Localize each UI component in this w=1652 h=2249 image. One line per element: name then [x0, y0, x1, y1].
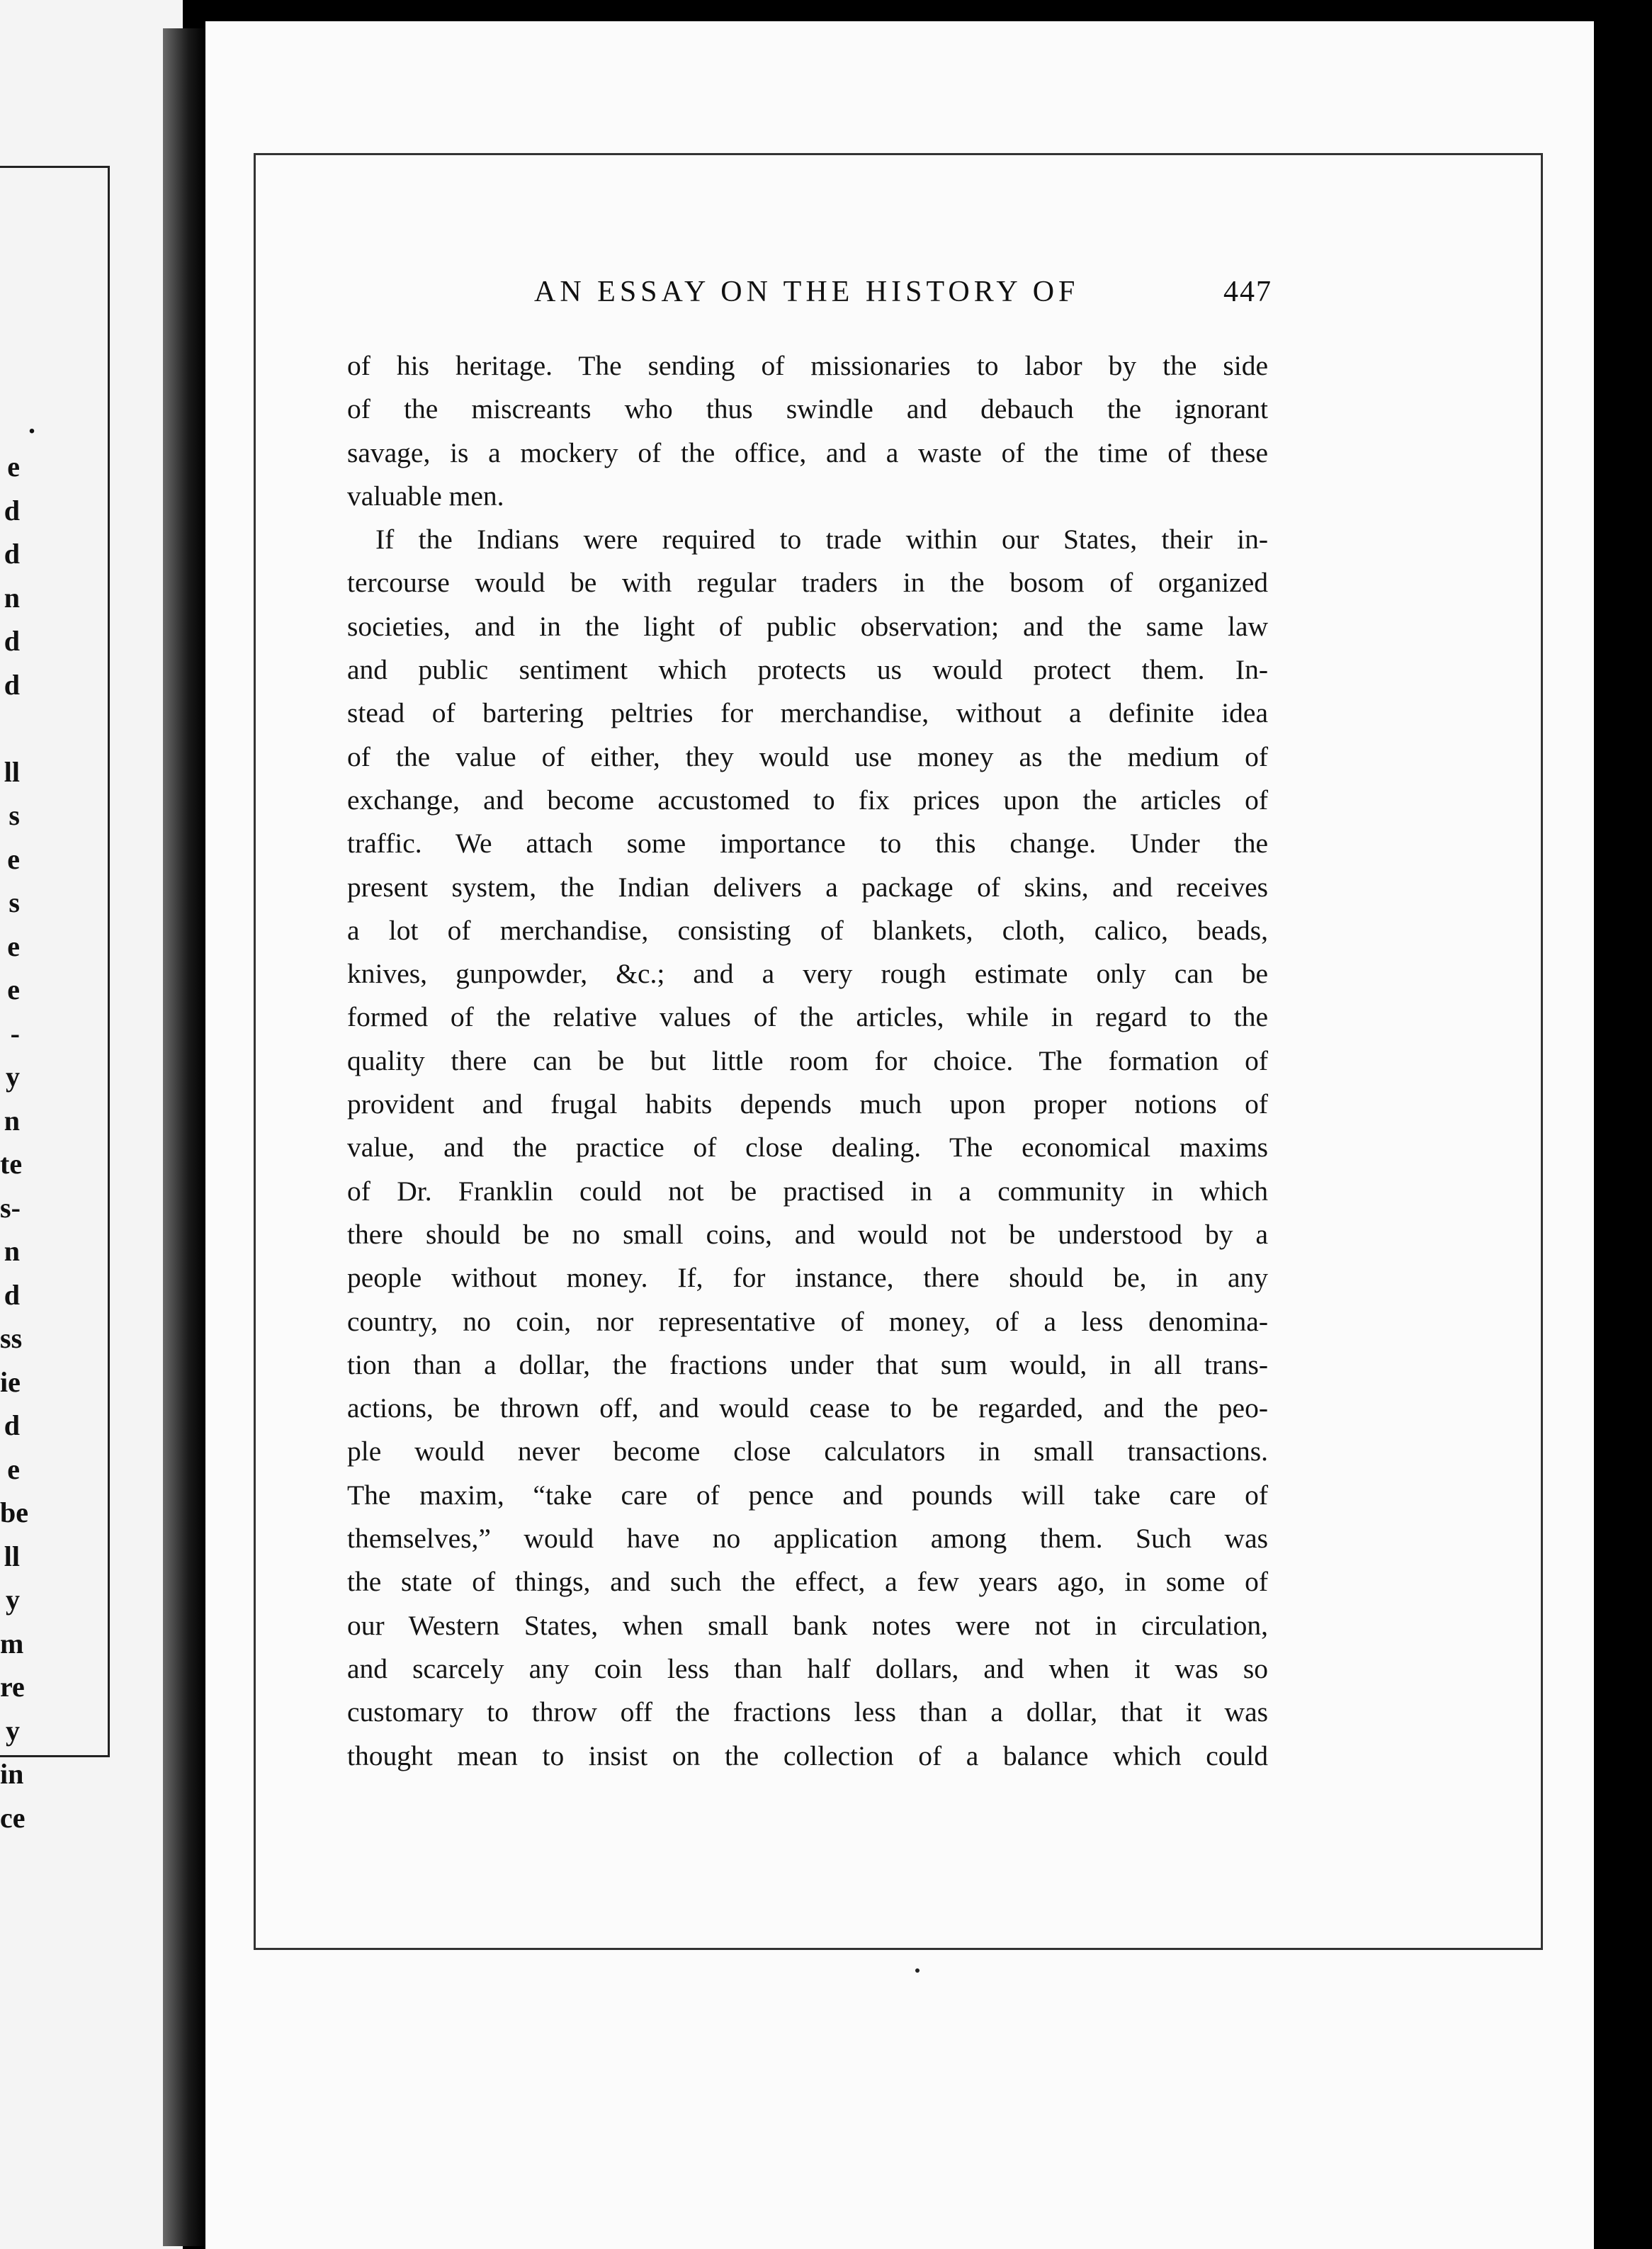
text-line: ple would never become close calculators in small transactions.	[347, 1436, 1268, 1467]
edge-fragment: -	[10, 1017, 20, 1049]
text-line: knives, gunpowder, &c.; and a very rough estimate only can be	[347, 958, 1268, 990]
edge-fragment: re	[0, 1671, 25, 1703]
edge-fragment: s	[9, 799, 20, 831]
text-line: provident and frugal habits depends much upon proper notions of	[347, 1088, 1268, 1120]
edge-fragment: ce	[0, 1801, 26, 1834]
text-line: formed of the relative values of the articles, while in regard to the	[347, 1001, 1268, 1033]
edge-fragment: .	[28, 407, 35, 439]
edge-fragment: e	[7, 974, 20, 1005]
text-line: of the miscreants who thus swindle and debauch the ignorant	[347, 393, 1268, 425]
text-line: of his heritage. The sending of missionaries to labor by the side	[347, 350, 1268, 381]
text-line: tion than a dollar, the fractions under that sum would, in all trans-	[347, 1348, 1268, 1380]
text-line: thought mean to insist on the collection of a balance which could	[347, 1740, 1268, 1771]
edge-fragment: e	[7, 451, 20, 483]
edge-fragment: d	[4, 668, 20, 701]
text-line: and public sentiment which protects us would protect them. In-	[347, 654, 1268, 686]
edge-fragment: ie	[0, 1365, 21, 1398]
text-line: valuable men.	[347, 480, 504, 512]
edge-fragment: ss	[0, 1322, 23, 1354]
edge-fragment: be	[0, 1496, 28, 1528]
text-line: the state of things, and such the effect, a few years ago, in some of	[347, 1566, 1268, 1598]
edge-fragment: s	[9, 886, 20, 918]
edge-fragment: d	[4, 1278, 20, 1311]
page-number: 447	[1223, 276, 1272, 308]
page-header	[347, 275, 1272, 332]
edge-fragment: d	[4, 494, 20, 526]
text-line: actions, be thrown off, and would cease to be regarded, and the peo-	[347, 1392, 1268, 1424]
text-line: societies, and in the light of public observation; and the same law	[347, 610, 1268, 642]
edge-fragment: e	[7, 842, 20, 875]
text-line: there should be no small coins, and would not be understood by a	[347, 1218, 1268, 1250]
edge-fragment: ll	[4, 1540, 20, 1572]
scan-background	[1594, 21, 1652, 2249]
text-line: traffic. We attach some importance to this change. Under the	[347, 828, 1268, 859]
text-line: value, and the practice of close dealing. The economical maxims	[347, 1132, 1268, 1163]
text-line: present system, the Indian delivers a package of skins, and receives	[347, 871, 1268, 903]
text-line: If the Indians were required to trade within our States, their in-	[375, 524, 1268, 556]
text-line: quality there can be but little room for choice. The formation of	[347, 1044, 1268, 1076]
text-line: country, no coin, nor representative of money, of a less denomina-	[347, 1305, 1268, 1337]
edge-fragment: n	[4, 1235, 20, 1267]
text-line: and scarcely any coin less than half dollars, and when it was so	[347, 1652, 1268, 1684]
facing-page	[0, 0, 183, 2249]
edge-fragment: y	[6, 1061, 20, 1093]
edge-fragment: in	[0, 1758, 24, 1790]
text-line: themselves,” would have no application among them. Such was	[347, 1523, 1268, 1555]
text-line: stead of bartering peltries for merchandise, without a definite idea	[347, 697, 1268, 729]
edge-fragment: te	[0, 1148, 23, 1180]
text-line: of the value of either, they would use money as the medium of	[347, 740, 1268, 772]
edge-fragment: m	[0, 1627, 24, 1659]
edge-fragment: e	[7, 1453, 20, 1485]
book-gutter	[163, 28, 205, 2246]
book-page	[205, 21, 1594, 2249]
edge-fragment: n	[4, 1104, 20, 1137]
edge-fragment: ll	[4, 755, 20, 788]
edge-fragment: y	[6, 1584, 20, 1616]
edge-fragment: d	[4, 625, 20, 657]
edge-fragment: y	[6, 1714, 20, 1747]
text-line: people without money. If, for instance, there should be, in any	[347, 1262, 1268, 1294]
text-line: savage, is a mockery of the office, and a waste of the time of these	[347, 436, 1268, 468]
text-line: tercourse would be with regular traders in the bosom of organized	[347, 567, 1268, 599]
running-title: AN ESSAY ON THE HISTORY OF	[534, 276, 1080, 308]
text-line: The maxim, “take care of pence and pounds will take care of	[347, 1479, 1268, 1511]
edge-fragment: s-	[0, 1191, 21, 1224]
edge-fragment: e	[7, 930, 20, 962]
edge-fragment: d	[4, 538, 20, 570]
body-text	[347, 344, 1268, 1778]
text-line: our Western States, when small bank notes were not in circulation,	[347, 1609, 1268, 1641]
text-line: a lot of merchandise, consisting of blankets, cloth, calico, beads,	[347, 914, 1268, 946]
text-line: of Dr. Franklin could not be practised in a community in which	[347, 1175, 1268, 1207]
text-line: customary to throw off the fractions less than a dollar, that it was	[347, 1696, 1268, 1728]
facing-page-edge-text	[0, 358, 35, 1883]
edge-fragment: n	[4, 581, 20, 614]
scan-speck	[915, 1968, 920, 1973]
text-line: exchange, and become accustomed to fix prices upon the articles of	[347, 784, 1268, 816]
edge-fragment: d	[4, 1409, 20, 1441]
